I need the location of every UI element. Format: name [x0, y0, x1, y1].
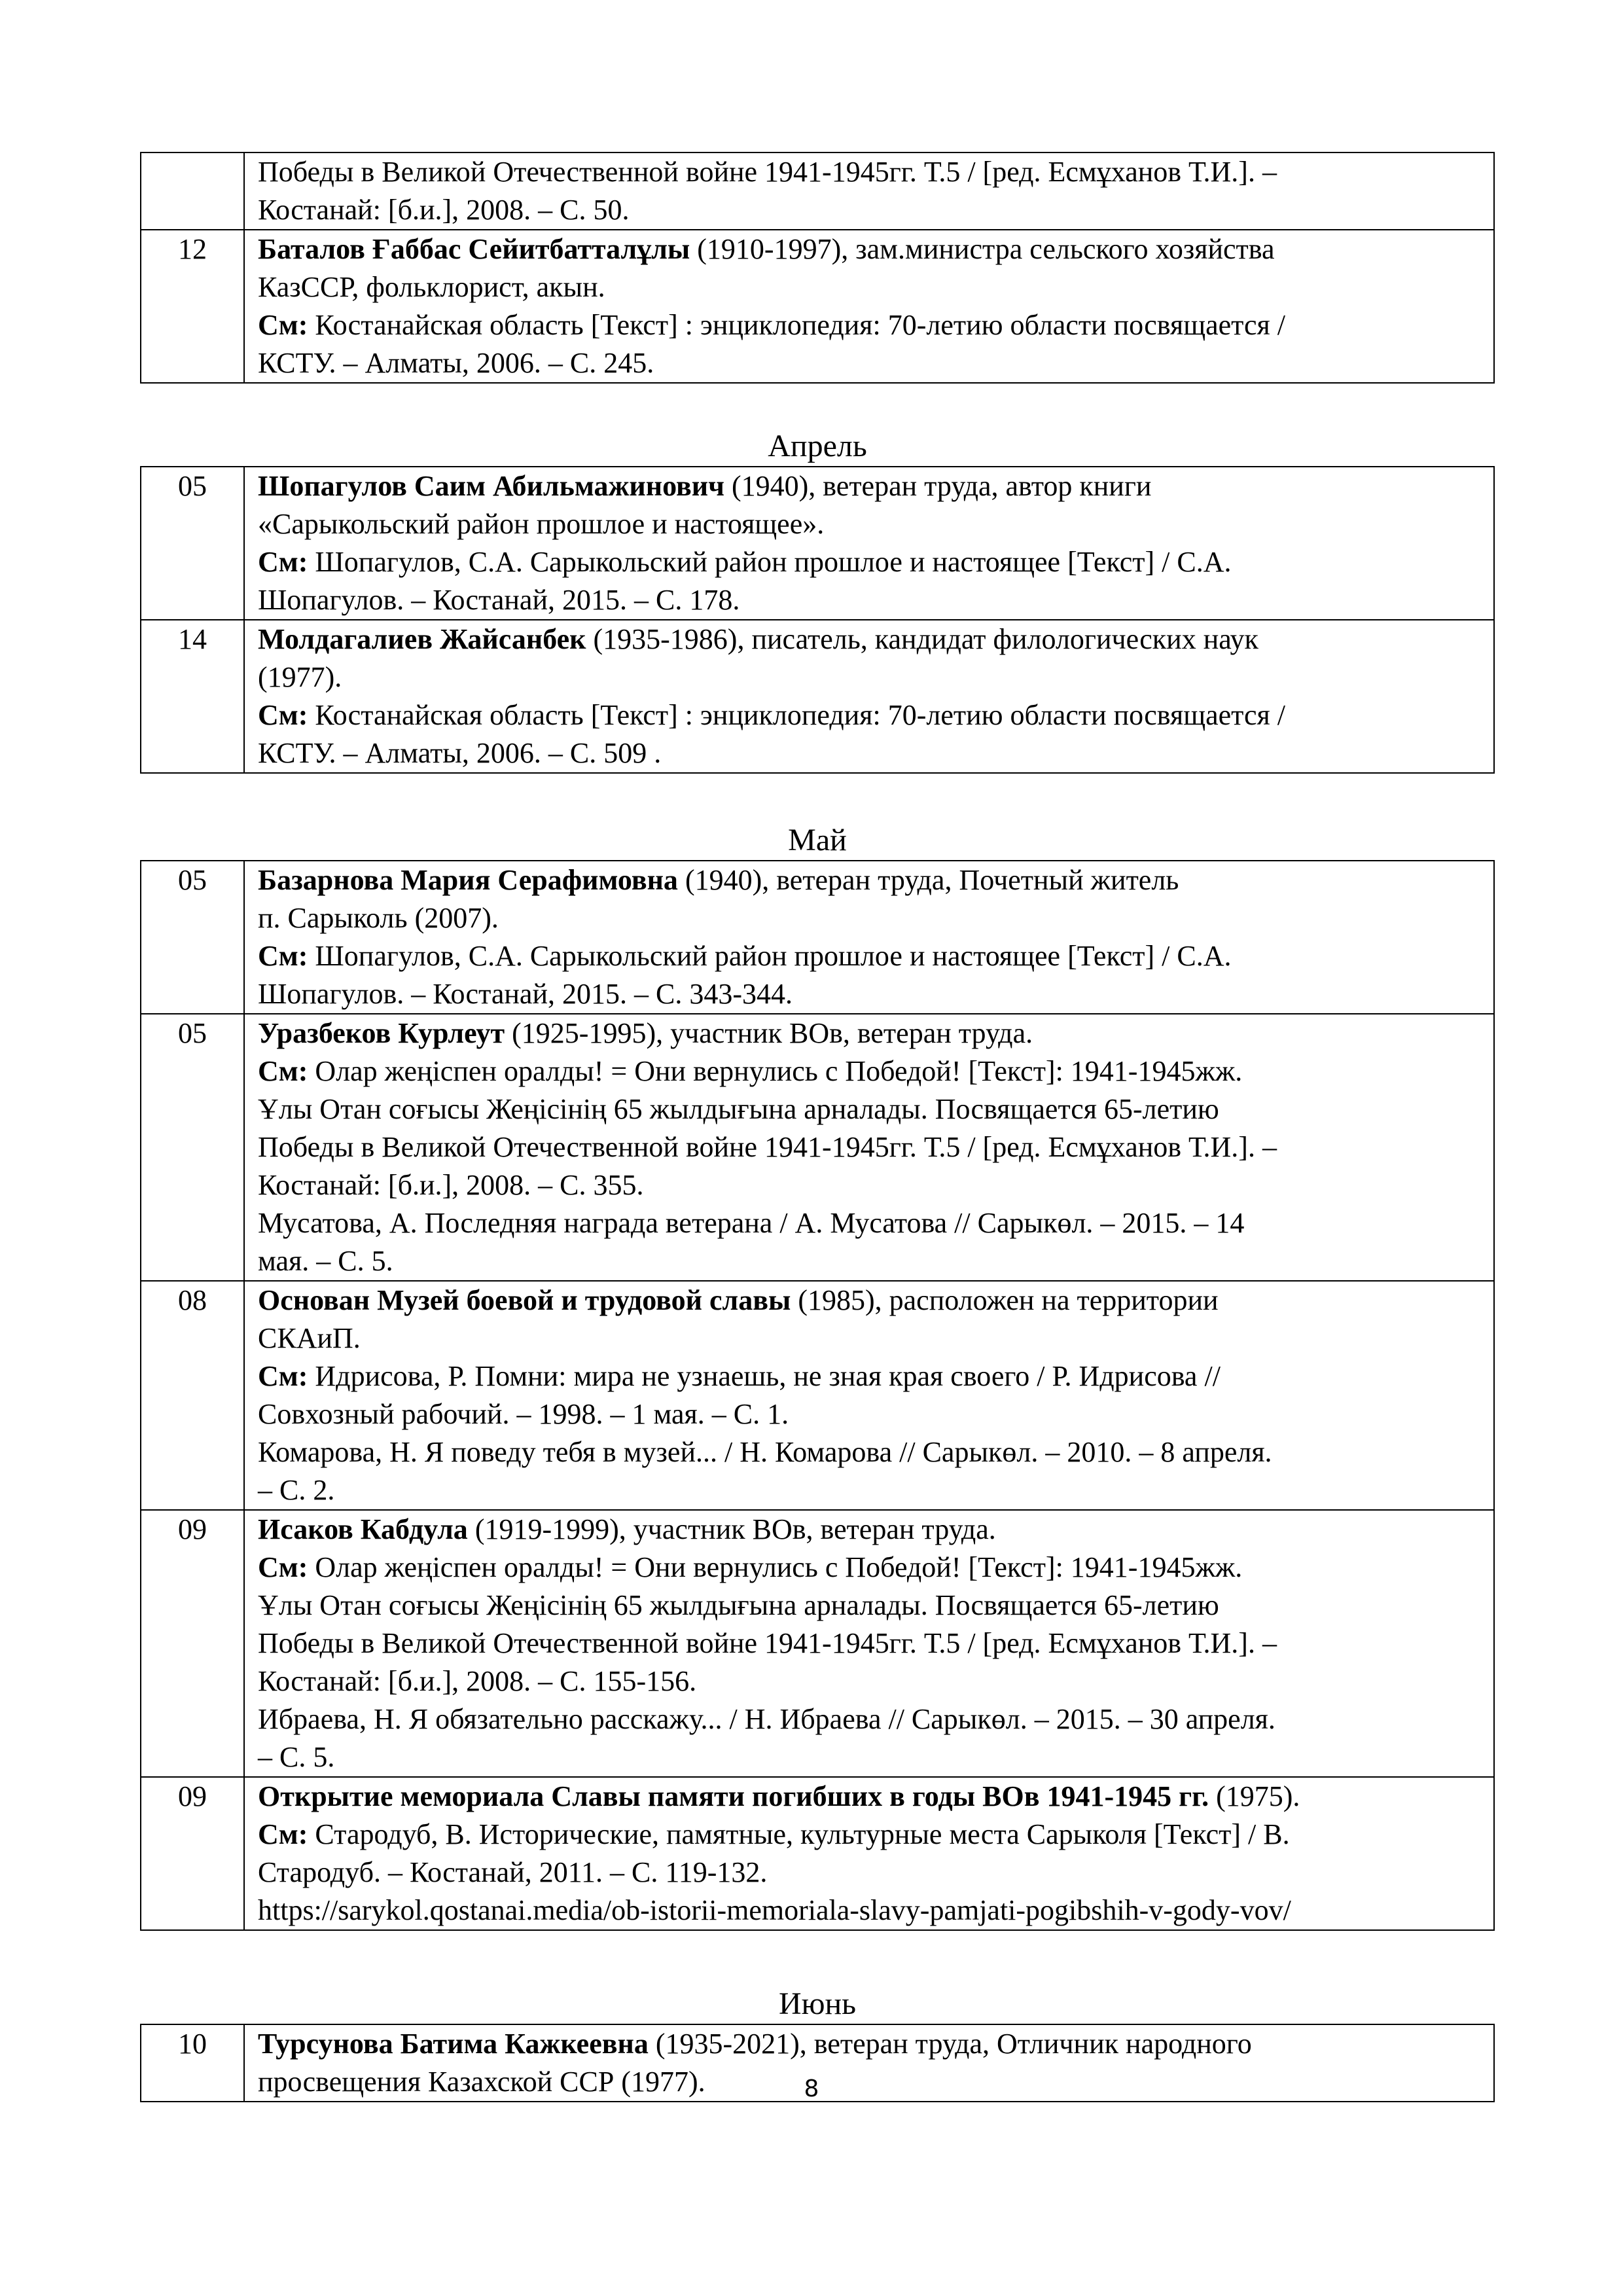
entry-text-line: п. Сарыколь (2007).: [258, 902, 499, 934]
date-cell: 08: [141, 1281, 244, 1510]
reference-text: Ұлы Отан соғысы Жеңісінің 65 жылдығына арналады. Посвящается 65-летию: [258, 1093, 1219, 1125]
month-title-april: Апрель: [768, 429, 867, 463]
reference-line: [258, 937, 1482, 975]
entry-description: (1940), ветеран труда, Почетный житель: [677, 864, 1179, 896]
entry-cell: [244, 1281, 1494, 1510]
month-title-june: Июнь: [778, 1986, 857, 2021]
entry-cell: [244, 467, 1494, 620]
date-cell: 09: [141, 1777, 244, 1930]
reference-text: КСТУ. – Алматы, 2006. – С. 245.: [258, 347, 654, 379]
reference-line: [258, 696, 1482, 734]
entry-cell: [244, 1014, 1494, 1281]
reference-text: Олар жеңіспен оралды! = Они вернулись с Победой! [Текст]: 1941-1945жж.: [308, 1551, 1243, 1583]
see-label: См:: [258, 1360, 308, 1392]
date-cell: 05: [141, 1014, 244, 1281]
reference-text: Победы в Великой Отечественной войне 1941-1945гг. Т.5 / [ред. Есмұханов Т.И.]. –: [258, 1627, 1277, 1659]
reference-text: – С. 2.: [258, 1474, 335, 1506]
reference-text: Идрисова, Р. Помни: мира не узнаешь, не зная края своего / Р. Идрисова //: [308, 1360, 1221, 1392]
entry-cell: [244, 1510, 1494, 1777]
entry-cell: [244, 152, 1494, 230]
see-label: См:: [258, 1818, 308, 1850]
entry-cell: [244, 230, 1494, 383]
table-row: [141, 152, 1494, 230]
entry-text-line: (1977).: [258, 661, 342, 693]
reference-line: [258, 1816, 1482, 1854]
entry-heading-line: [258, 861, 1482, 899]
entry-description: (1919-1999), участник ВОв, ветеран труда.: [467, 1513, 996, 1545]
reference-text: Мусатова, А. Последняя награда ветерана / А. Мусатова // Сарыкөл. – 2015. – 14: [258, 1207, 1245, 1239]
entry-heading-line: [258, 1511, 1482, 1549]
reference-text: Костанай: [б.и.], 2008. – С. 355.: [258, 1169, 644, 1201]
entry-heading-line: [258, 2025, 1482, 2063]
entry-text-line: СКАиП.: [258, 1322, 361, 1354]
entry-text-line: Костанай: [б.и.], 2008. – С. 50.: [258, 194, 630, 226]
person-name: Базарнова Мария Серафимовна: [258, 864, 678, 896]
date-cell: [141, 152, 244, 230]
see-label: См:: [258, 309, 308, 341]
person-name: Баталов Ғаббас Сейитбатталұлы: [258, 233, 690, 265]
entry-description: (1940), ветеран труда, автор книги: [724, 470, 1152, 502]
reference-text: Стародуб. – Костанай, 2011. – С. 119-132.: [258, 1856, 768, 1888]
entry-description: (1935-2021), ветеран труда, Отличник народного: [648, 2028, 1252, 2060]
table-continuation: [140, 152, 1495, 384]
entry-cell: [244, 861, 1494, 1014]
date-cell: 09: [141, 1510, 244, 1777]
reference-text: Костанайская область [Текст] : энциклопедия: 70-летию области посвящается /: [308, 309, 1285, 341]
entry-description: (1935-1986), писатель, кандидат филологических наук: [586, 623, 1258, 655]
entry-text-line: Победы в Великой Отечественной войне 1941-1945гг. Т.5 / [ред. Есмұханов Т.И.]. –: [258, 156, 1277, 188]
reference-text: Шопагулов, С.А. Сарыкольский район прошлое и настоящее [Текст] / С.А.: [308, 546, 1232, 578]
entry-description: (1985), расположен на территории: [791, 1284, 1219, 1316]
entry-heading-line: [258, 467, 1482, 505]
person-name: Исаков Кабдула: [258, 1513, 468, 1545]
date-cell: 14: [141, 620, 244, 773]
page-number: 8: [804, 2075, 819, 2102]
entry-description: (1925-1995), участник ВОв, ветеран труда.: [505, 1017, 1033, 1049]
see-label: См:: [258, 940, 308, 972]
entry-heading-line: [258, 1282, 1482, 1319]
reference-text: Костанай: [б.и.], 2008. – С. 155-156.: [258, 1665, 697, 1697]
see-label: См:: [258, 546, 308, 578]
reference-line: [258, 1357, 1482, 1395]
date-cell: 12: [141, 230, 244, 383]
reference-text: Ибраева, Н. Я обязательно расскажу... / Н. Ибраева // Сарыкөл. – 2015. – 30 апреля.: [258, 1703, 1275, 1735]
month-title-may: Май: [788, 823, 847, 857]
reference-line: [258, 543, 1482, 581]
person-name: Уразбеков Курлеут: [258, 1017, 505, 1049]
entry-description: (1910-1997), зам.министра сельского хозяйства: [690, 233, 1275, 265]
table-row: [141, 1777, 1494, 1930]
table-row: [141, 1510, 1494, 1777]
person-name: Молдагалиев Жайсанбек: [258, 623, 586, 655]
date-cell: 10: [141, 2024, 244, 2102]
reference-text: мая. – С. 5.: [258, 1245, 393, 1277]
entry-heading-line: [258, 1014, 1482, 1052]
reference-text: КСТУ. – Алматы, 2006. – С. 509 .: [258, 737, 662, 769]
see-label: См:: [258, 1055, 308, 1087]
date-cell: 05: [141, 861, 244, 1014]
reference-text: Шопагулов, С.А. Сарыкольский район прошлое и настоящее [Текст] / С.А.: [308, 940, 1232, 972]
entry-text-line: просвещения Казахской ССР (1977).: [258, 2066, 705, 2098]
reference-text: Костанайская область [Текст] : энциклопедия: 70-летию области посвящается /: [308, 699, 1285, 731]
calendar-table: [140, 152, 1495, 384]
entry-heading-line: [258, 620, 1482, 658]
person-name: Шопагулов Саим Абильмажинович: [258, 470, 724, 502]
table-row: [141, 861, 1494, 1014]
entry-text-line: «Сарыкольский район прошлое и настоящее».: [258, 508, 825, 540]
reference-text: Шопагулов. – Костанай, 2015. – С. 343-344.: [258, 978, 793, 1010]
entry-description: (1975).: [1209, 1780, 1300, 1812]
table-may: [140, 860, 1495, 1931]
reference-text: Комарова, Н. Я поведу тебя в музей... / Н. Комарова // Сарыкөл. – 2010. – 8 апреля.: [258, 1436, 1272, 1468]
reference-line: [258, 306, 1482, 344]
entry-heading-line: [258, 230, 1482, 268]
entry-cell: [244, 1777, 1494, 1930]
entry-text-line: КазССР, фольклорист, акын.: [258, 271, 605, 303]
reference-text: Победы в Великой Отечественной войне 1941-1945гг. Т.5 / [ред. Есмұханов Т.И.]. –: [258, 1131, 1277, 1163]
event-name: Открытие мемориала Славы памяти погибших в годы ВОв 1941-1945 гг.: [258, 1780, 1209, 1812]
table-row: [141, 620, 1494, 773]
entry-heading-line: [258, 1778, 1482, 1816]
table-april: [140, 466, 1495, 774]
table-row: [141, 230, 1494, 383]
date-cell: 05: [141, 467, 244, 620]
reference-line: [258, 1549, 1482, 1587]
person-name: Турсунова Батима Кажкеевна: [258, 2028, 649, 2060]
reference-text: – С. 5.: [258, 1741, 335, 1773]
reference-line: [258, 1052, 1482, 1090]
reference-text: Совхозный рабочий. – 1998. – 1 мая. – С. 1.: [258, 1398, 789, 1430]
calendar-table: [140, 466, 1495, 774]
reference-url: https://sarykol.qostanai.media/ob-istorii-memoriala-slavy-pamjati-pogibshih-v-gody-vov/: [258, 1894, 1291, 1926]
reference-text: Стародуб, В. Исторические, памятные, культурные места Сарыколя [Текст] / В.: [308, 1818, 1290, 1850]
see-label: См:: [258, 1551, 308, 1583]
reference-text: Ұлы Отан соғысы Жеңісінің 65 жылдығына арналады. Посвящается 65-летию: [258, 1589, 1219, 1621]
reference-text: Шопагулов. – Костанай, 2015. – С. 178.: [258, 584, 740, 616]
table-row: [141, 467, 1494, 620]
table-row: [141, 1014, 1494, 1281]
event-name: Основан Музей боевой и трудовой славы: [258, 1284, 791, 1316]
entry-cell: [244, 620, 1494, 773]
table-row: [141, 1281, 1494, 1510]
calendar-table: [140, 860, 1495, 1931]
see-label: См:: [258, 699, 308, 731]
reference-text: Олар жеңіспен оралды! = Они вернулись с Победой! [Текст]: 1941-1945жж.: [308, 1055, 1243, 1087]
